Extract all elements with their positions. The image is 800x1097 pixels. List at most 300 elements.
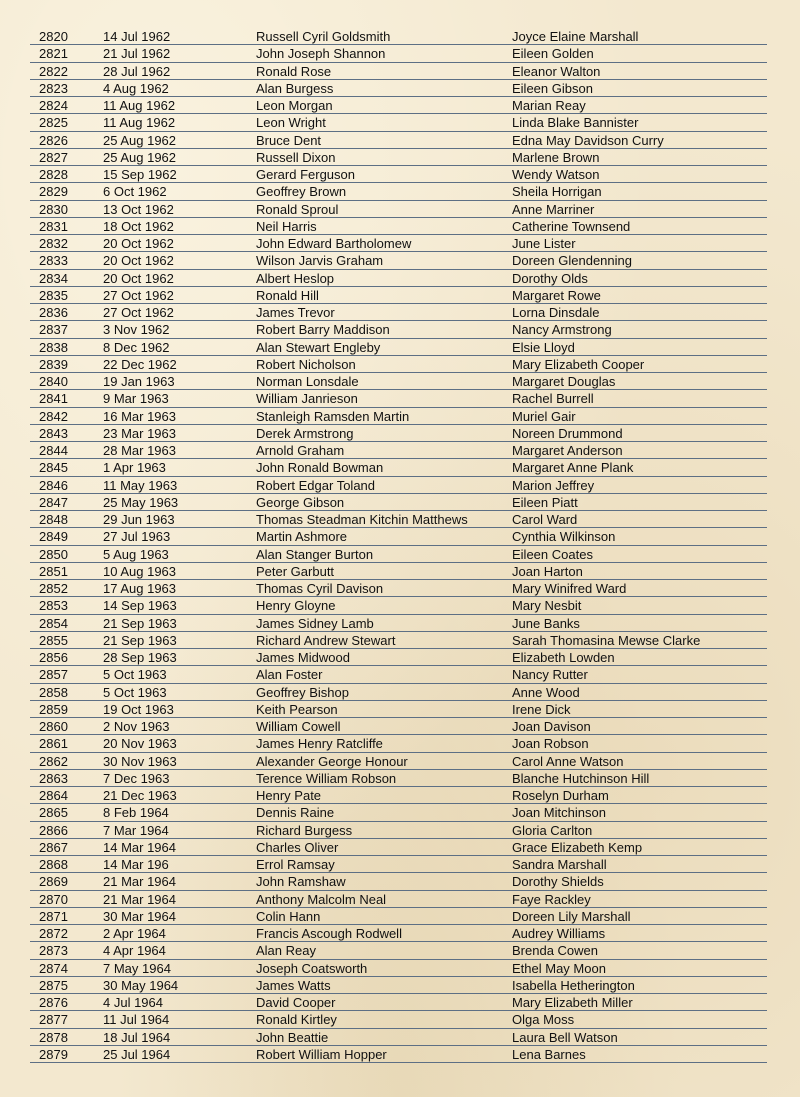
marriage-date: 5 Oct 1963	[103, 667, 167, 683]
marriage-date: 2 Apr 1964	[103, 926, 166, 941]
groom-name: Peter Garbutt	[256, 563, 335, 579]
groom-name: Arnold Graham	[256, 443, 345, 458]
entry-number: 2860	[39, 719, 68, 734]
table-row	[30, 270, 767, 287]
groom-name: Leon Wright	[256, 115, 326, 131]
table-row	[30, 839, 767, 856]
table-row	[30, 994, 767, 1011]
entry-number: 2846	[39, 477, 68, 493]
groom-name: Ronald Kirtley	[256, 1012, 337, 1028]
bride-name: Joyce Elaine Marshall	[512, 29, 639, 44]
bride-name: Laura Bell Watson	[512, 1029, 618, 1045]
entry-number: 2857	[39, 667, 68, 683]
entry-number: 2831	[39, 218, 68, 234]
table-row	[30, 804, 767, 821]
groom-name: Richard Burgess	[256, 822, 353, 838]
groom-name: George Gibson	[256, 494, 345, 510]
groom-name: Keith Pearson	[256, 701, 338, 717]
marriage-date: 21 Mar 1964	[103, 874, 176, 890]
marriage-date: 11 Aug 1962	[103, 115, 176, 131]
table-row	[30, 97, 767, 114]
marriage-date: 21 Sep 1963	[103, 615, 177, 631]
groom-name: Geoffrey Bishop	[256, 684, 349, 700]
table-row	[30, 149, 767, 166]
groom-name: Thomas Cyril Davison	[256, 581, 384, 596]
groom-name: James Trevor	[256, 305, 335, 320]
bride-name: Joan Robson	[512, 736, 589, 752]
bride-name: Carol Anne Watson	[512, 753, 624, 769]
groom-name: Terence William Robson	[256, 770, 397, 786]
marriage-date: 2 Nov 1963	[103, 719, 170, 734]
entry-number: 2845	[39, 460, 68, 476]
entry-number: 2859	[39, 701, 68, 717]
entry-number: 2834	[39, 270, 68, 286]
marriage-date: 23 Mar 1963	[103, 425, 176, 441]
bride-name: Anne Marriner	[512, 201, 595, 217]
marriage-date: 14 Sep 1963	[103, 598, 177, 614]
bride-name: Rachel Burrell	[512, 391, 594, 407]
entry-number: 2833	[39, 253, 68, 269]
marriage-date: 14 Jul 1962	[103, 29, 171, 44]
table-row	[30, 252, 767, 269]
groom-name: Albert Heslop	[256, 270, 335, 286]
groom-name: Alan Stanger Burton	[256, 546, 374, 562]
marriage-date: 10 Aug 1963	[103, 563, 177, 579]
groom-name: Alan Foster	[256, 667, 323, 683]
entry-number: 2832	[39, 236, 68, 251]
marriage-date: 5 Oct 1963	[103, 684, 167, 700]
entry-number: 2826	[39, 132, 68, 148]
bride-name: Doreen Lily Marshall	[512, 908, 631, 924]
marriage-date: 27 Jul 1963	[103, 529, 171, 545]
entry-number: 2851	[39, 563, 68, 579]
table-row	[30, 1029, 767, 1046]
entry-number: 2877	[39, 1012, 68, 1028]
entry-number: 2854	[39, 615, 68, 631]
marriage-date: 5 Aug 1963	[103, 546, 169, 562]
groom-name: David Cooper	[256, 995, 336, 1010]
groom-name: Robert Edgar Toland	[256, 477, 376, 493]
groom-name: Bruce Dent	[256, 132, 322, 148]
table-row	[30, 546, 767, 563]
marriage-date: 8 Feb 1964	[103, 805, 169, 821]
groom-name: Russell Dixon	[256, 149, 336, 165]
groom-name: William Janrieson	[256, 391, 358, 407]
bride-name: Edna May Davidson Curry	[512, 132, 664, 148]
marriage-date: 6 Oct 1962	[103, 184, 167, 200]
table-row	[30, 632, 767, 649]
entry-number: 2873	[39, 943, 68, 959]
bride-name: Eileen Coates	[512, 546, 593, 562]
entry-number: 2837	[39, 322, 68, 338]
marriage-date: 4 Jul 1964	[103, 995, 163, 1010]
entry-number: 2867	[39, 839, 68, 855]
entry-number: 2876	[39, 995, 68, 1010]
groom-name: Derek Armstrong	[256, 425, 354, 441]
marriage-date: 4 Aug 1962	[103, 80, 169, 96]
table-row	[30, 183, 767, 200]
marriage-date: 25 May 1963	[103, 494, 179, 510]
bride-name: Joan Harton	[512, 563, 583, 579]
marriage-date: 1 Apr 1963	[103, 460, 166, 476]
bride-name: Linda Blake Bannister	[512, 115, 639, 131]
groom-name: Gerard Ferguson	[256, 167, 355, 182]
bride-name: Doreen Glendenning	[512, 253, 632, 269]
bride-name: Catherine Townsend	[512, 218, 631, 234]
bride-name: Elsie Lloyd	[512, 339, 575, 355]
marriage-date: 20 Oct 1962	[103, 270, 174, 286]
table-row	[30, 132, 767, 149]
entry-number: 2847	[39, 494, 68, 510]
table-row	[30, 891, 767, 908]
groom-name: Colin Hann	[256, 908, 321, 924]
entry-number: 2840	[39, 374, 68, 389]
table-row	[30, 822, 767, 839]
bride-name: Joan Davison	[512, 719, 591, 734]
entry-number: 2875	[39, 977, 68, 993]
entry-number: 2838	[39, 339, 68, 355]
table-row	[30, 494, 767, 511]
bride-name: Gloria Carlton	[512, 822, 593, 838]
bride-name: Nancy Rutter	[512, 667, 588, 683]
bride-name: Lena Barnes	[512, 1046, 586, 1062]
groom-name: Alexander George Honour	[256, 753, 408, 769]
marriage-date: 29 Jun 1963	[103, 512, 175, 527]
marriage-date: 8 Dec 1962	[103, 339, 170, 355]
bride-name: Mary Elizabeth Miller	[512, 995, 633, 1010]
table-row	[30, 166, 767, 183]
groom-name: Dennis Raine	[256, 805, 335, 821]
table-row	[30, 942, 767, 959]
table-row	[30, 787, 767, 804]
marriage-date: 20 Oct 1962	[103, 253, 174, 269]
groom-name: Ronald Sproul	[256, 201, 339, 217]
groom-name: Leon Morgan	[256, 98, 333, 113]
table-row	[30, 356, 767, 373]
groom-name: Henry Gloyne	[256, 598, 336, 614]
groom-name: James Henry Ratcliffe	[256, 736, 383, 752]
marriage-date: 11 Aug 1962	[103, 98, 176, 113]
table-row	[30, 28, 767, 45]
bride-name: Margaret Rowe	[512, 287, 601, 303]
entry-number: 2829	[39, 184, 68, 200]
table-row	[30, 442, 767, 459]
marriage-date: 18 Oct 1962	[103, 218, 174, 234]
table-row	[30, 339, 767, 356]
entry-number: 2868	[39, 857, 68, 872]
table-row	[30, 873, 767, 890]
groom-name: James Midwood	[256, 650, 350, 665]
table-row	[30, 925, 767, 942]
entry-number: 2858	[39, 684, 68, 700]
entry-number: 2866	[39, 822, 68, 838]
entry-number: 2836	[39, 305, 68, 320]
table-row	[30, 1046, 767, 1063]
groom-name: Russell Cyril Goldsmith	[256, 29, 391, 44]
groom-name: Ronald Rose	[256, 63, 332, 79]
entry-number: 2861	[39, 736, 68, 752]
entry-number: 2874	[39, 960, 68, 976]
entry-number: 2841	[39, 391, 68, 407]
entry-number: 2828	[39, 167, 68, 182]
groom-name: Norman Lonsdale	[256, 374, 359, 389]
groom-name: John Ronald Bowman	[256, 460, 384, 476]
groom-name: Anthony Malcolm Neal	[256, 891, 387, 907]
table-row	[30, 718, 767, 735]
groom-name: James Sidney Lamb	[256, 615, 374, 631]
bride-name: Nancy Armstrong	[512, 322, 612, 338]
groom-name: Neil Harris	[256, 218, 317, 234]
marriage-date: 30 May 1964	[103, 977, 179, 993]
groom-name: Robert Nicholson	[256, 356, 356, 372]
table-row	[30, 580, 767, 597]
marriage-date: 21 Dec 1963	[103, 788, 177, 803]
marriage-date: 4 Apr 1964	[103, 943, 166, 959]
marriage-date: 30 Mar 1964	[103, 908, 176, 924]
entry-number: 2825	[39, 115, 68, 131]
table-row	[30, 218, 767, 235]
table-row	[30, 201, 767, 218]
bride-name: Eileen Golden	[512, 46, 594, 62]
entry-number: 2863	[39, 770, 68, 786]
bride-name: Wendy Watson	[512, 167, 600, 182]
marriage-date: 19 Oct 1963	[103, 701, 174, 717]
entry-number: 2870	[39, 891, 68, 907]
entry-number: 2850	[39, 546, 68, 562]
bride-name: Muriel Gair	[512, 408, 576, 424]
groom-name: James Watts	[256, 977, 331, 993]
table-row	[30, 304, 767, 321]
marriage-date: 11 Jul 1964	[103, 1012, 170, 1028]
marriage-date: 7 May 1964	[103, 960, 171, 976]
table-row	[30, 287, 767, 304]
entry-number: 2864	[39, 788, 68, 803]
bride-name: Marlene Brown	[512, 149, 600, 165]
groom-name: Charles Oliver	[256, 839, 339, 855]
table-row	[30, 615, 767, 632]
groom-name: Robert William Hopper	[256, 1046, 387, 1062]
marriage-date: 27 Oct 1962	[103, 305, 174, 320]
entry-number: 2824	[39, 98, 68, 113]
groom-name: Thomas Steadman Kitchin Matthews	[256, 512, 468, 527]
bride-name: Roselyn Durham	[512, 788, 609, 803]
entry-number: 2849	[39, 529, 68, 545]
entry-number: 2852	[39, 581, 68, 596]
marriage-date: 21 Mar 1964	[103, 891, 176, 907]
bride-name: Joan Mitchinson	[512, 805, 606, 821]
groom-name: Ronald Hill	[256, 287, 319, 303]
table-row	[30, 735, 767, 752]
table-row	[30, 960, 767, 977]
bride-name: Audrey Williams	[512, 926, 606, 941]
bride-name: Eleanor Walton	[512, 63, 601, 79]
entry-number: 2822	[39, 63, 68, 79]
groom-name: Robert Barry Maddison	[256, 322, 390, 338]
table-row	[30, 908, 767, 925]
table-row	[30, 321, 767, 338]
bride-name: Noreen Drummond	[512, 425, 623, 441]
table-row	[30, 528, 767, 545]
marriage-date: 14 Mar 196	[103, 857, 169, 872]
bride-name: Dorothy Olds	[512, 270, 588, 286]
marriage-register-table	[30, 28, 767, 1063]
marriage-date: 7 Dec 1963	[103, 770, 170, 786]
marriage-date: 19 Jan 1963	[103, 374, 175, 389]
entry-number: 2843	[39, 425, 68, 441]
bride-name: Faye Rackley	[512, 891, 591, 907]
table-row	[30, 701, 767, 718]
groom-name: Geoffrey Brown	[256, 184, 347, 200]
groom-name: Alan Reay	[256, 943, 316, 959]
bride-name: Margaret Anderson	[512, 443, 623, 458]
table-row	[30, 856, 767, 873]
table-row	[30, 511, 767, 528]
entry-number: 2853	[39, 598, 68, 614]
table-row	[30, 753, 767, 770]
marriage-date: 11 May 1963	[103, 477, 178, 493]
bride-name: Marian Reay	[512, 98, 586, 113]
table-row	[30, 649, 767, 666]
table-row	[30, 563, 767, 580]
bride-name: Isabella Hetherington	[512, 977, 635, 993]
marriage-date: 25 Aug 1962	[103, 132, 177, 148]
marriage-date: 21 Sep 1963	[103, 632, 177, 648]
bride-name: Mary Nesbit	[512, 598, 582, 614]
bride-name: Sandra Marshall	[512, 857, 607, 872]
bride-name: Dorothy Shields	[512, 874, 604, 890]
marriage-date: 16 Mar 1963	[103, 408, 176, 424]
bride-name: Elizabeth Lowden	[512, 650, 615, 665]
marriage-date: 25 Jul 1964	[103, 1046, 171, 1062]
bride-name: Sarah Thomasina Mewse Clarke	[512, 632, 701, 648]
bride-name: Sheila Horrigan	[512, 184, 602, 200]
bride-name: Anne Wood	[512, 684, 580, 700]
groom-name: Alan Stewart Engleby	[256, 339, 381, 355]
marriage-date: 17 Aug 1963	[103, 581, 177, 596]
bride-name: Olga Moss	[512, 1012, 575, 1028]
groom-name: Errol Ramsay	[256, 857, 335, 872]
table-row	[30, 373, 767, 390]
entry-number: 2879	[39, 1046, 68, 1062]
entry-number: 2856	[39, 650, 68, 665]
bride-name: Margaret Douglas	[512, 374, 616, 389]
marriage-date: 28 Mar 1963	[103, 443, 176, 458]
groom-name: John Edward Bartholomew	[256, 236, 412, 251]
entry-number: 2855	[39, 632, 68, 648]
table-row	[30, 63, 767, 80]
entry-number: 2821	[39, 46, 68, 62]
bride-name: Mary Elizabeth Cooper	[512, 356, 645, 372]
entry-number: 2871	[39, 908, 68, 924]
bride-name: Irene Dick	[512, 701, 571, 717]
marriage-date: 15 Sep 1962	[103, 167, 177, 182]
marriage-date: 14 Mar 1964	[103, 839, 176, 855]
entry-number: 2835	[39, 287, 68, 303]
bride-name: Mary Winifred Ward	[512, 581, 627, 596]
bride-name: Carol Ward	[512, 512, 578, 527]
table-row	[30, 80, 767, 97]
table-row	[30, 114, 767, 131]
groom-name: Joseph Coatsworth	[256, 960, 368, 976]
marriage-date: 3 Nov 1962	[103, 322, 170, 338]
marriage-date: 21 Jul 1962	[103, 46, 171, 62]
entry-number: 2862	[39, 753, 68, 769]
marriage-date: 7 Mar 1964	[103, 822, 169, 838]
entry-number: 2820	[39, 29, 68, 44]
bride-name: June Banks	[512, 615, 580, 631]
entry-number: 2839	[39, 356, 68, 372]
table-row	[30, 684, 767, 701]
marriage-date: 28 Jul 1962	[103, 63, 171, 79]
table-row	[30, 597, 767, 614]
table-row	[30, 666, 767, 683]
table-row	[30, 477, 767, 494]
groom-name: John Joseph Shannon	[256, 46, 386, 62]
entry-number: 2872	[39, 926, 68, 941]
table-row	[30, 235, 767, 252]
bride-name: Margaret Anne Plank	[512, 460, 634, 476]
groom-name: Alan Burgess	[256, 80, 334, 96]
table-row	[30, 977, 767, 994]
marriage-date: 22 Dec 1962	[103, 356, 177, 372]
groom-name: John Beattie	[256, 1029, 329, 1045]
groom-name: William Cowell	[256, 719, 341, 734]
table-row	[30, 770, 767, 787]
groom-name: Stanleigh Ramsden Martin	[256, 408, 410, 424]
table-row	[30, 390, 767, 407]
table-row	[30, 425, 767, 442]
marriage-date: 20 Nov 1963	[103, 736, 177, 752]
groom-name: Henry Pate	[256, 788, 322, 803]
marriage-date: 18 Jul 1964	[103, 1029, 171, 1045]
bride-name: Eileen Piatt	[512, 494, 578, 510]
bride-name: Cynthia Wilkinson	[512, 529, 616, 545]
bride-name: June Lister	[512, 236, 576, 251]
marriage-date: 30 Nov 1963	[103, 753, 177, 769]
entry-number: 2830	[39, 201, 68, 217]
entry-number: 2823	[39, 80, 68, 96]
bride-name: Ethel May Moon	[512, 960, 606, 976]
bride-name: Marion Jeffrey	[512, 477, 595, 493]
marriage-date: 28 Sep 1963	[103, 650, 177, 665]
entry-number: 2878	[39, 1029, 68, 1045]
groom-name: Wilson Jarvis Graham	[256, 253, 384, 269]
table-row	[30, 1011, 767, 1028]
entry-number: 2848	[39, 512, 68, 527]
table-row	[30, 459, 767, 476]
marriage-date: 20 Oct 1962	[103, 236, 174, 251]
groom-name: Richard Andrew Stewart	[256, 632, 396, 648]
bride-name: Eileen Gibson	[512, 80, 593, 96]
entry-number: 2827	[39, 149, 68, 165]
marriage-date: 27 Oct 1962	[103, 287, 174, 303]
marriage-date: 25 Aug 1962	[103, 149, 177, 165]
bride-name: Brenda Cowen	[512, 943, 598, 959]
bride-name: Grace Elizabeth Kemp	[512, 839, 643, 855]
groom-name: Martin Ashmore	[256, 529, 348, 545]
entry-number: 2869	[39, 874, 68, 890]
bride-name: Lorna Dinsdale	[512, 305, 600, 320]
marriage-date: 9 Mar 1963	[103, 391, 169, 407]
marriage-date: 13 Oct 1962	[103, 201, 174, 217]
entry-number: 2865	[39, 805, 68, 821]
bride-name: Blanche Hutchinson Hill	[512, 770, 650, 786]
table-row	[30, 45, 767, 62]
entry-number: 2844	[39, 443, 68, 458]
entry-number: 2842	[39, 408, 68, 424]
table-row	[30, 408, 767, 425]
groom-name: Francis Ascough Rodwell	[256, 926, 402, 941]
